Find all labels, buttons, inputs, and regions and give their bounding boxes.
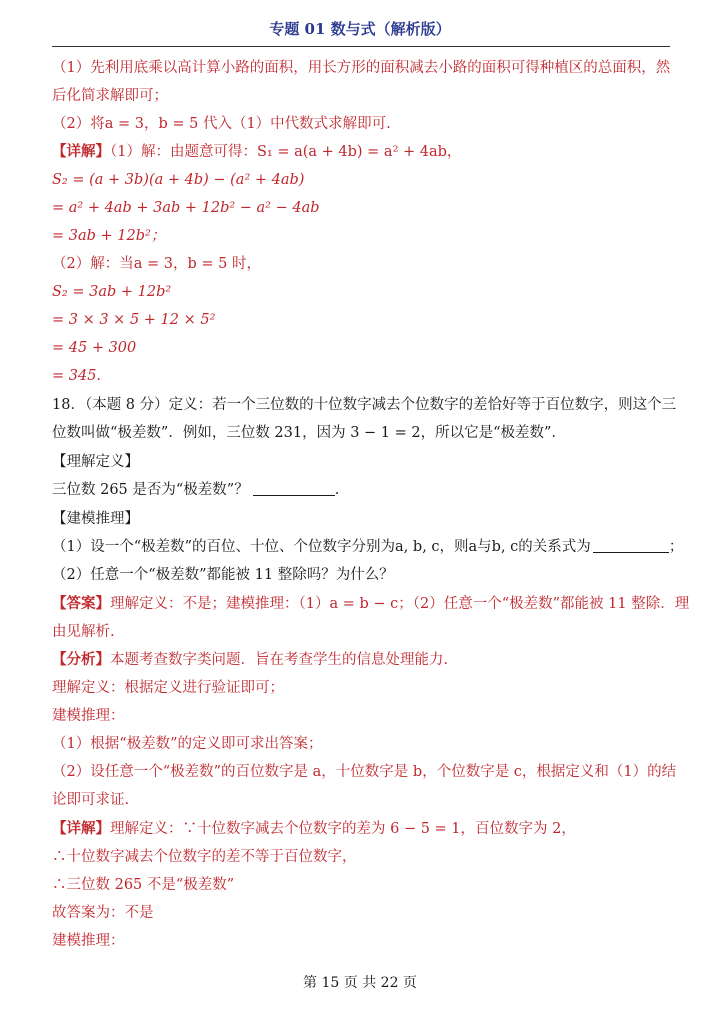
detail-tag: 【详解】 bbox=[52, 820, 110, 837]
modeling-question-1-text: （1）设一个“极差数”的百位、十位、个位数字分别为a, b, c，则a与b, c的关系式为 bbox=[52, 539, 591, 555]
analysis-line-3: 建模推理： bbox=[52, 708, 125, 724]
detail-text: 理解定义：∵十位数字减去个位数字的差为 6 − 5 = 1，百位数字为 2， bbox=[110, 821, 576, 837]
section-title-modeling: 【建模推理】 bbox=[52, 511, 139, 527]
definition-question-end: . bbox=[334, 482, 340, 498]
answer-blank[interactable] bbox=[593, 538, 669, 553]
equation-line: S₂ = 3ab + 12b² bbox=[52, 284, 172, 300]
hint-line-1: （1）先利用底乘以高计算小路的面积，用长方形的面积减去小路的面积可得种植区的总面积，然 bbox=[52, 60, 671, 76]
analysis-line-1 bbox=[52, 650, 672, 670]
equation-line: = 345. bbox=[52, 368, 102, 384]
detail-tag: 【详解】 bbox=[52, 143, 110, 160]
question-stem-1: 18．（本题 8 分）定义：若一个三位数的十位数字减去个位数字的差恰好等于百位数字，则这个三 bbox=[52, 397, 677, 413]
analysis-line-4: （1）根据“极差数”的定义即可求出答案； bbox=[52, 736, 323, 752]
analysis-tag: 【分析】 bbox=[52, 651, 110, 668]
answer-tag: 【答案】 bbox=[52, 595, 110, 612]
header-rule bbox=[52, 46, 670, 47]
detail-line-3: ∴三位数 265 不是“极差数” bbox=[52, 877, 235, 893]
answer-line-2: 由见解析. bbox=[52, 624, 115, 640]
modeling-question-2: （2）任意一个“极差数”都能被 11 整除吗？为什么？ bbox=[52, 567, 394, 583]
answer-line-1 bbox=[52, 594, 690, 614]
detail-text: （1）解：由题意可得：S₁ = a(a + 4b) = a² + 4ab， bbox=[110, 144, 462, 160]
equation-line: = 3ab + 12b²； bbox=[52, 228, 166, 244]
part2-line: （2）解：当a = 3，b = 5 时， bbox=[52, 256, 261, 272]
modeling-question-1 bbox=[52, 537, 684, 557]
equation-line: = 3 × 3 × 5 + 12 × 5² bbox=[52, 312, 216, 328]
analysis-line-6: 论即可求证. bbox=[52, 792, 130, 808]
analysis-line-5: （2）设任意一个“极差数”的百位数字是 a，十位数字是 b，个位数字是 c，根据定义和（1）的结 bbox=[52, 764, 677, 780]
analysis-text: 本题考查数字类问题．旨在考查学生的信息处理能力. bbox=[110, 652, 449, 668]
detail-line-1 bbox=[52, 142, 672, 162]
page-footer-number: 第 15 页 共 22 页 bbox=[303, 975, 417, 991]
definition-question-text: 三位数 265 是否为“极差数”？ bbox=[52, 482, 249, 498]
hint-line-1b: 后化简求解即可； bbox=[52, 88, 168, 104]
section-title-definition: 【理解定义】 bbox=[52, 454, 139, 470]
equation-line: = 45 + 300 bbox=[52, 340, 137, 356]
analysis-line-2: 理解定义：根据定义进行验证即可； bbox=[52, 680, 284, 696]
detail-line-4: 故答案为：不是 bbox=[52, 905, 154, 921]
question-stem-2: 位数叫做“极差数”．例如，三位数 231，因为 3 − 1 = 2，所以它是“极差数”． bbox=[52, 425, 566, 441]
modeling-question-1-end: ； bbox=[668, 539, 684, 555]
detail-line-1 bbox=[52, 819, 672, 839]
detail-line-2: ∴十位数字减去个位数字的差不等于百位数字， bbox=[52, 849, 357, 865]
detail-line-5: 建模推理： bbox=[52, 933, 125, 949]
equation-line: = a² + 4ab + 3ab + 12b² − a² − 4ab bbox=[52, 200, 320, 216]
answer-text: 理解定义：不是；建模推理：（1）a = b − c；（2）任意一个“极差数”都能被 11 整除．理 bbox=[110, 596, 690, 612]
answer-blank[interactable] bbox=[253, 481, 335, 496]
equation-line: S₂ = (a + 3b)(a + 4b) − (a² + 4ab) bbox=[52, 172, 305, 188]
page-header-title: 专题 01 数与式（解析版） bbox=[269, 20, 451, 38]
hint-line-2: （2）将a = 3，b = 5 代入（1）中代数式求解即可. bbox=[52, 116, 391, 132]
definition-question bbox=[52, 480, 672, 500]
